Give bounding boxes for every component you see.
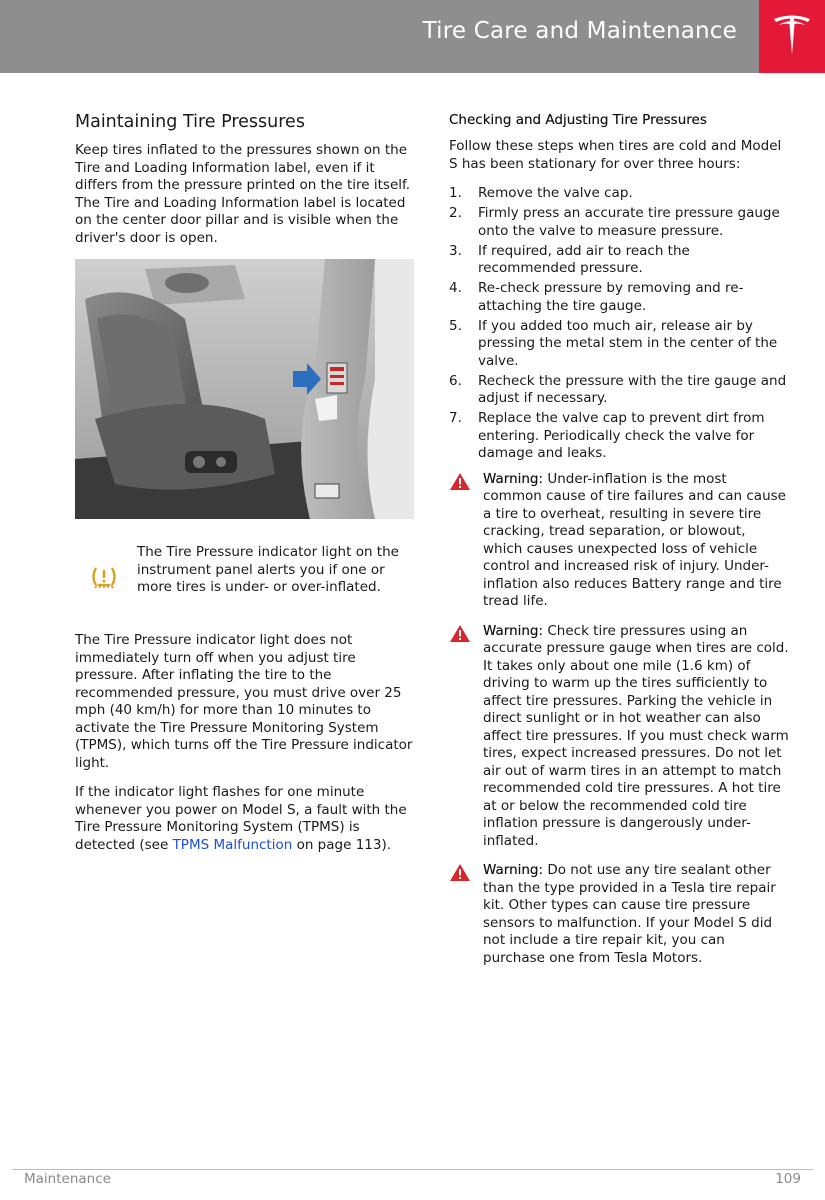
warning-cold-tires bbox=[449, 623, 789, 851]
seat-door-pillar-illustration bbox=[75, 259, 414, 519]
tpms-fault-text: If the indicator light flashes for one minute whenever you power on Model S, a fault with the Tire Pressure Monitoring System (TPMS) is detected (see bbox=[75, 784, 407, 853]
warning-body: Do not use any tire sealant other than the type provided in a Tesla tire repair kit. Other types can cause tire pressure sensors to malfunction. If your Model S did not include a tire repair kit, you can purchase one from Tesla Motors. bbox=[483, 862, 776, 966]
brand-logo bbox=[759, 0, 825, 73]
step-text: Remove the valve cap. bbox=[478, 185, 633, 201]
list-item bbox=[449, 373, 789, 408]
warning-text bbox=[483, 862, 789, 967]
warning-sealant bbox=[449, 862, 789, 967]
warning-text bbox=[483, 471, 789, 611]
warning-label: Warning: bbox=[483, 862, 544, 878]
tire-pressure-warning-icon bbox=[90, 565, 118, 595]
warning-label: Warning: bbox=[483, 622, 544, 639]
step-text: Recheck the pressure with the tire gauge and adjust if necessary. bbox=[478, 372, 787, 406]
page-header bbox=[0, 0, 825, 73]
tpms-fault-paragraph bbox=[75, 784, 415, 854]
step-text: If you added too much air, release air by pressing the metal stem in the center of the valve. bbox=[478, 317, 778, 369]
step-number: 3. bbox=[449, 242, 462, 259]
list-item bbox=[449, 280, 789, 315]
step-number: 4. bbox=[449, 280, 462, 296]
list-item bbox=[449, 243, 789, 278]
step-text: Re-check pressure by removing and re-attaching the tire gauge. bbox=[478, 280, 744, 314]
section-subtitle: Checking and Adjusting Tire Pressures bbox=[449, 112, 707, 128]
step-text: Firmly press an accurate tire pressure gauge onto the valve to measure pressure. bbox=[478, 205, 780, 239]
step-number: 6. bbox=[449, 372, 462, 389]
warning-body: Check tire pressures using an accurate pressure gauge when tires are cold. It takes only about one mile (1.6 km) of driving to warm up the tires sufficiently to affect tire pressures. Parking the vehicle in direct sunlight or in hot weather can also affect tire pressures. If you must check warm tires, expect increased pressures. Do not let air out of warm tires in an attempt to match recommended cold tire pressures. A hot tire at or below the recommended cold tire inflation pressure is dangerously under-inflated. bbox=[483, 622, 789, 849]
step-number: 7. bbox=[449, 410, 462, 426]
right-column bbox=[449, 112, 789, 979]
list-item bbox=[449, 410, 789, 463]
tpms-fault-page-ref: on page 113). bbox=[292, 836, 392, 853]
warning-triangle-icon bbox=[449, 472, 471, 495]
warning-triangle-icon bbox=[449, 863, 471, 886]
step-number: 5. bbox=[449, 317, 462, 334]
page-number: 109 bbox=[775, 1171, 801, 1187]
step-text: If required, add air to reach the recommended pressure. bbox=[478, 242, 690, 276]
warning-triangle-icon bbox=[449, 624, 471, 647]
list-item bbox=[449, 318, 789, 371]
step-number: 2. bbox=[449, 205, 462, 221]
list-item bbox=[449, 205, 789, 240]
steps-list bbox=[449, 185, 789, 463]
tpms-malfunction-link[interactable]: TPMS Malfunction bbox=[172, 836, 293, 853]
list-item bbox=[449, 185, 789, 203]
indicator-note-text: The Tire Pressure indicator light on the instrument panel alerts you if one or more tires is under- or over-inflated. bbox=[137, 544, 399, 595]
step-number: 1. bbox=[449, 185, 462, 201]
steps-intro: Follow these steps when tires are cold and Model S has been stationary for over three hours: bbox=[449, 138, 782, 172]
intro-paragraph: Keep tires inflated to the pressures shown on the Tire and Loading Information label, even if it differs from the pressure printed on the tire itself. The Tire and Loading Information label is located on the center door pillar and is visible when the driver's door is open. bbox=[75, 142, 411, 246]
footer-divider bbox=[12, 1169, 813, 1170]
footer-section: Maintenance bbox=[24, 1171, 111, 1187]
warning-text bbox=[483, 623, 789, 851]
tesla-logo-icon bbox=[772, 13, 812, 57]
step-text: Replace the valve cap to prevent dirt from entering. Periodically check the valve for damage and leaks. bbox=[478, 410, 765, 461]
left-column bbox=[75, 112, 415, 866]
indicator-note bbox=[75, 539, 415, 614]
indicator-paragraph: The Tire Pressure indicator light does not immediately turn off when you adjust tire pressure. After inflating the tire to the recommended pressure, you must drive over 25 mph (40 km/h) for more than 10 minutes to activate the Tire Pressure Monitoring System (TPMS), which turns off the Tire Pressure indicator light. bbox=[75, 632, 413, 771]
page-header-title: Tire Care and Maintenance bbox=[422, 18, 737, 44]
warning-label: Warning: bbox=[483, 470, 544, 487]
warning-underinflation bbox=[449, 471, 789, 611]
section-title: Maintaining Tire Pressures bbox=[75, 112, 305, 132]
warning-body: Under-inflation is the most common cause of tire failures and can cause a tire to overheat, resulting in severe tire cracking, tread separation, or blowout, which causes unexpected loss of vehicle control and increased risk of injury. Under-inflation also reduces Battery range and tire tread life. bbox=[483, 470, 786, 609]
